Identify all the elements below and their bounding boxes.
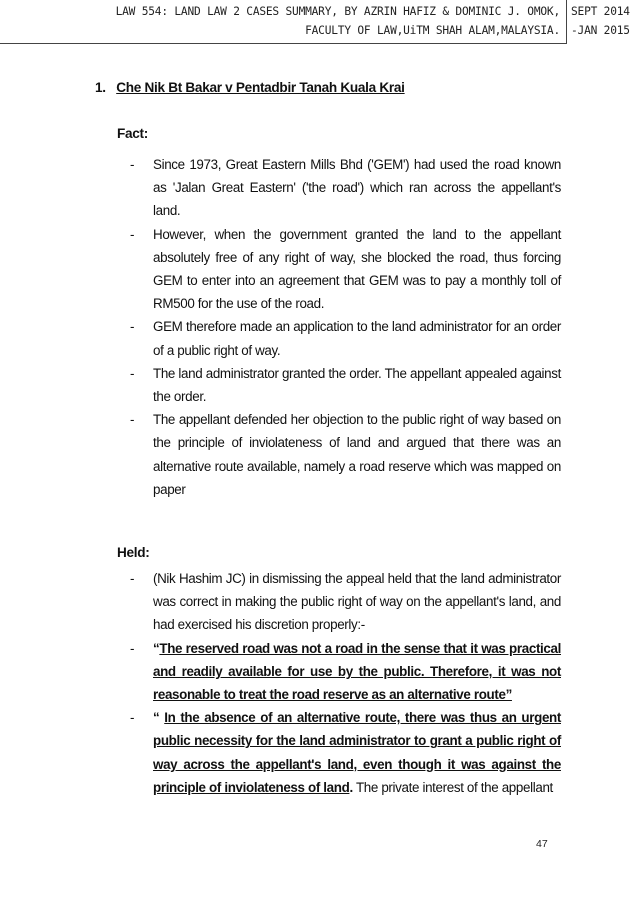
fact-item-text: The appellant defended her objection to the public right of way based on the principle of inviolateness of land and argued that there was an alternative route available, namely a road reserve which was mapped on paper bbox=[153, 412, 561, 497]
fact-item-text: GEM therefore made an application to the land administrator for an order of a public right of way. bbox=[153, 319, 561, 358]
fact-heading: Fact: bbox=[117, 126, 148, 141]
fact-item bbox=[117, 362, 561, 408]
held-item bbox=[117, 706, 561, 799]
case-heading bbox=[95, 80, 405, 95]
header-date bbox=[571, 2, 637, 40]
fact-item bbox=[117, 153, 561, 223]
held-quote-text: The reserved road was not a road in the sense that it was practical and readily available for use by the public. Therefore, it was not reasonable to treat the road reserve as an alternative route” bbox=[153, 640, 561, 703]
held-item-text: (Nik Hashim JC) in dismissing the appeal held that the land administrator was correct in making the public right of way on the appellant's land, and had exercised his discretion properly:- bbox=[153, 571, 561, 633]
list-dash: - bbox=[130, 710, 135, 726]
header-date-line-2: -JAN 2015 bbox=[571, 24, 630, 37]
fact-item-text: The land administrator granted the order. The appellant appealed against the order. bbox=[153, 365, 561, 405]
list-dash: - bbox=[130, 412, 135, 428]
held-quote-text: In the absence of an alternative route, there was thus an urgent public necessity for the land administrator to grant a public right of way across the appellant's land, even though it was against the principle of inviolateness of land bbox=[153, 710, 561, 795]
list-dash: - bbox=[130, 157, 135, 172]
fact-item-text: However, when the government granted the land to the appellant absolutely free of any right of way, she blocked the road, thus forcing GEM to enter into an agreement that GEM was to pay a monthly toll of RM500 for the use of the road. bbox=[153, 226, 561, 312]
fact-item bbox=[117, 408, 561, 501]
fact-list bbox=[117, 153, 561, 501]
list-dash: - bbox=[130, 365, 135, 381]
page-header bbox=[0, 0, 638, 44]
header-rule bbox=[0, 43, 566, 44]
fact-item bbox=[117, 315, 561, 361]
fact-item-text: Since 1973, Great Eastern Mills Bhd ('GEM') had used the road known as 'Jalan Great Eastern' ('the road') which ran across the appellant's land. bbox=[153, 157, 561, 219]
header-line-1: LAW 554: LAND LAW 2 CASES SUMMARY, BY AZRIN HAFIZ & DOMINIC J. OMOK, bbox=[115, 5, 560, 18]
list-dash: - bbox=[130, 640, 135, 656]
page-number: 47 bbox=[536, 838, 548, 850]
fact-item bbox=[117, 223, 561, 316]
list-dash: - bbox=[130, 226, 135, 242]
held-item-continuation: The private interest of the appellant bbox=[352, 779, 553, 795]
header-divider bbox=[566, 0, 567, 44]
quote-period: . bbox=[349, 779, 353, 795]
header-line-2: FACULTY OF LAW,UiTM SHAH ALAM,MALAYSIA. bbox=[305, 24, 560, 37]
case-number: 1. bbox=[95, 80, 106, 95]
list-dash: - bbox=[130, 571, 135, 586]
quote-open-mark: “ bbox=[153, 710, 165, 726]
held-list bbox=[117, 567, 561, 799]
header-date-line-1: SEPT 2014 bbox=[571, 5, 630, 18]
header-course-info bbox=[40, 2, 560, 40]
held-item bbox=[117, 637, 561, 707]
quote-open-mark: “ bbox=[153, 640, 160, 656]
list-dash: - bbox=[130, 319, 135, 335]
held-heading: Held: bbox=[117, 545, 150, 560]
held-item bbox=[117, 567, 561, 637]
case-title: Che Nik Bt Bakar v Pentadbir Tanah Kuala Krai bbox=[116, 80, 405, 95]
